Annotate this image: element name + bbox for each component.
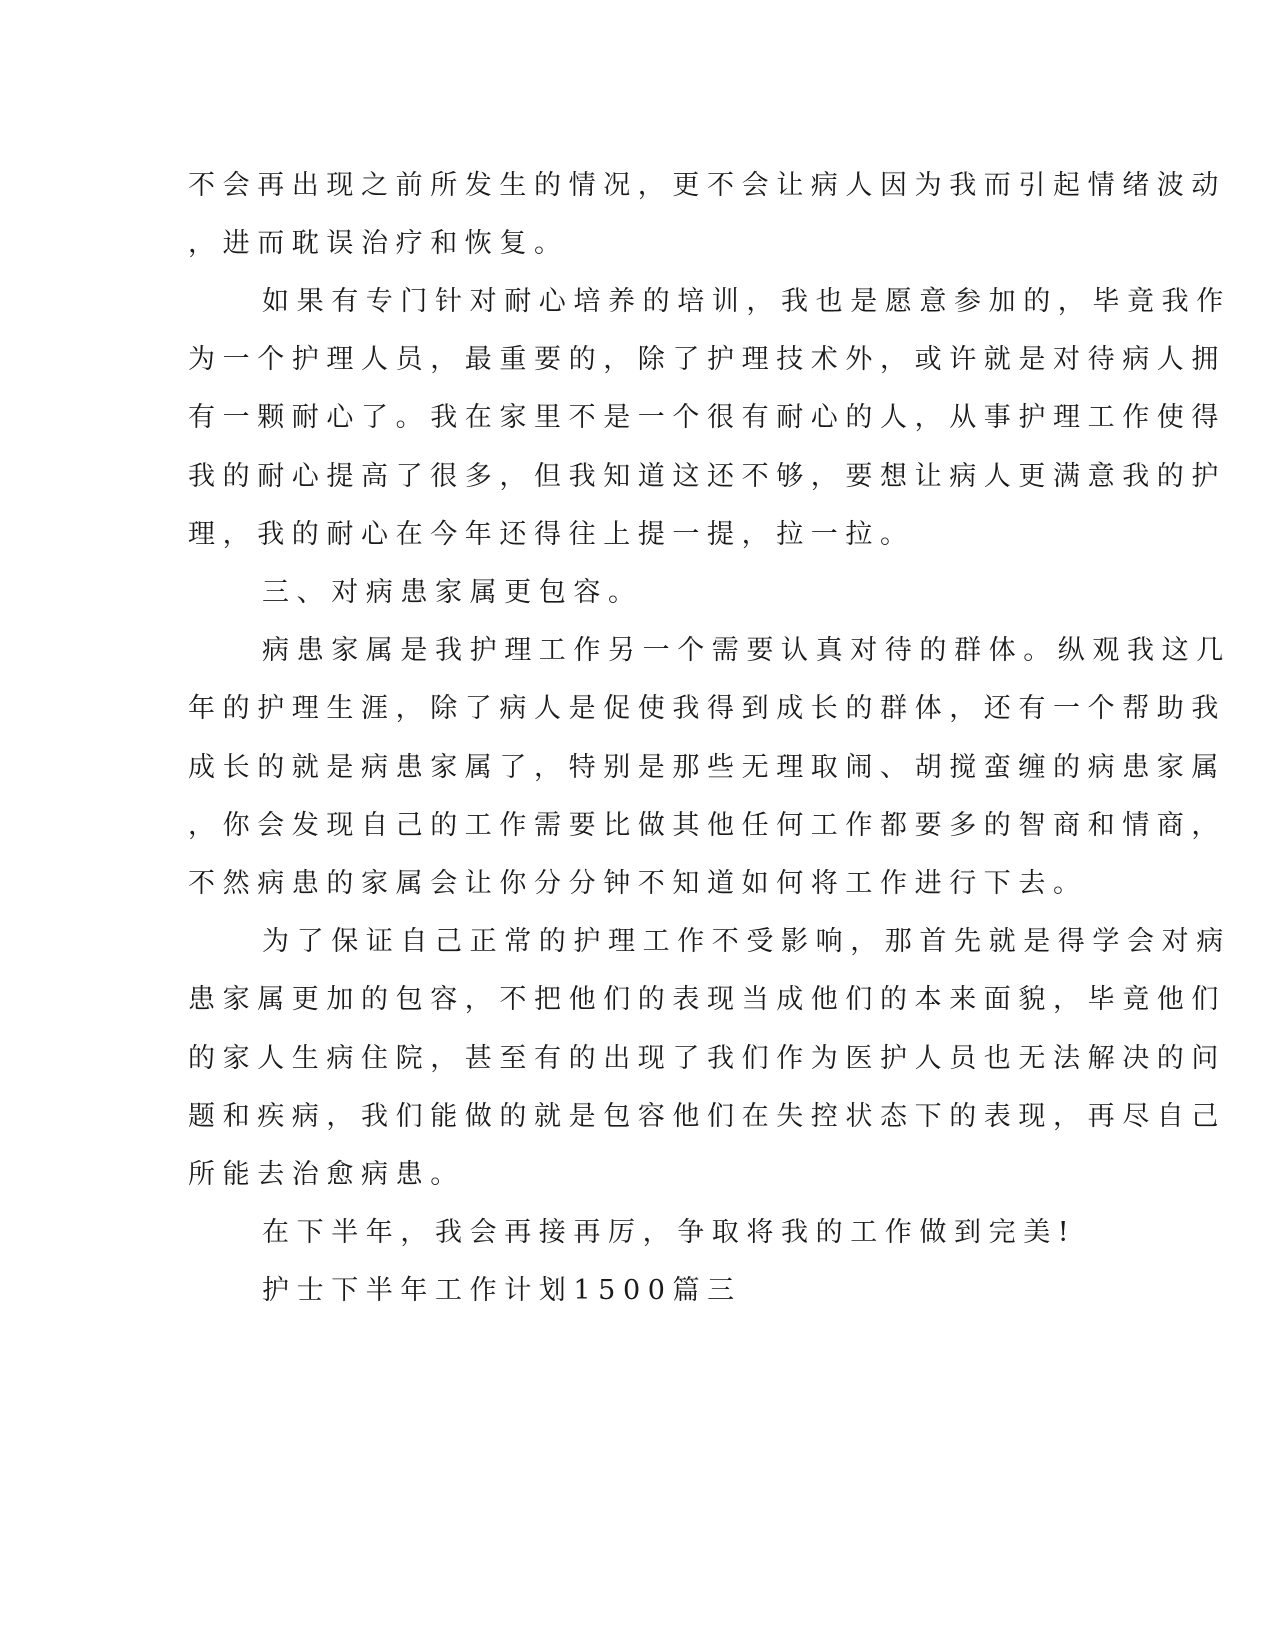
paragraph-start: 在下半年，我会再接再厉，争取将我的工作做到完美! [262,1217,1077,1248]
text-line: 有一颗耐心了。我在家里不是一个很有耐心的人，从事护理工作使得 [188,402,1226,433]
text-line: 我的耐心提高了很多，但我知道这还不够，要想让病人更满意我的护 [188,461,1226,492]
text-line: 所能去治愈病患。 [188,1159,465,1190]
paragraph-start: 如果有专门针对耐心培养的培训，我也是愿意参加的，毕竟我作 [262,286,1231,317]
section-title: 护士下半年工作计划1500篇三 [262,1275,742,1306]
text-line: 为一个护理人员，最重要的，除了护理技术外，或许就是对待病人拥 [188,344,1226,375]
text-line: 题和疾病，我们能做的就是包容他们在失控状态下的表现，再尽自己 [188,1101,1226,1132]
text-line: 成长的就是病患家属了，特别是那些无理取闹、胡搅蛮缠的病患家属 [188,752,1226,783]
text-line: ，你会发现自己的工作需要比做其他任何工作都要多的智商和情商， [188,810,1226,841]
section-heading: 三、对病患家属更包容。 [262,577,643,608]
text-line: 患家属更加的包容，不把他们的表现当成他们的本来面貌，毕竟他们 [188,984,1226,1015]
text-line: ，进而耽误治疗和恢复。 [188,228,569,259]
text-line: 理，我的耐心在今年还得往上提一提，拉一拉。 [188,519,915,550]
paragraph-start: 病患家属是我护理工作另一个需要认真对待的群体。纵观我这几 [262,635,1231,666]
text-line: 不会再出现之前所发生的情况，更不会让病人因为我而引起情绪波动 [188,170,1226,201]
text-line: 不然病患的家属会让你分分钟不知道如何将工作进行下去。 [188,868,1088,899]
text-line: 的家人生病住院，甚至有的出现了我们作为医护人员也无法解决的问 [188,1043,1226,1074]
paragraph-start: 为了保证自己正常的护理工作不受影响，那首先就是得学会对病 [262,926,1231,957]
text-line: 年的护理生涯，除了病人是促使我得到成长的群体，还有一个帮助我 [188,693,1226,724]
